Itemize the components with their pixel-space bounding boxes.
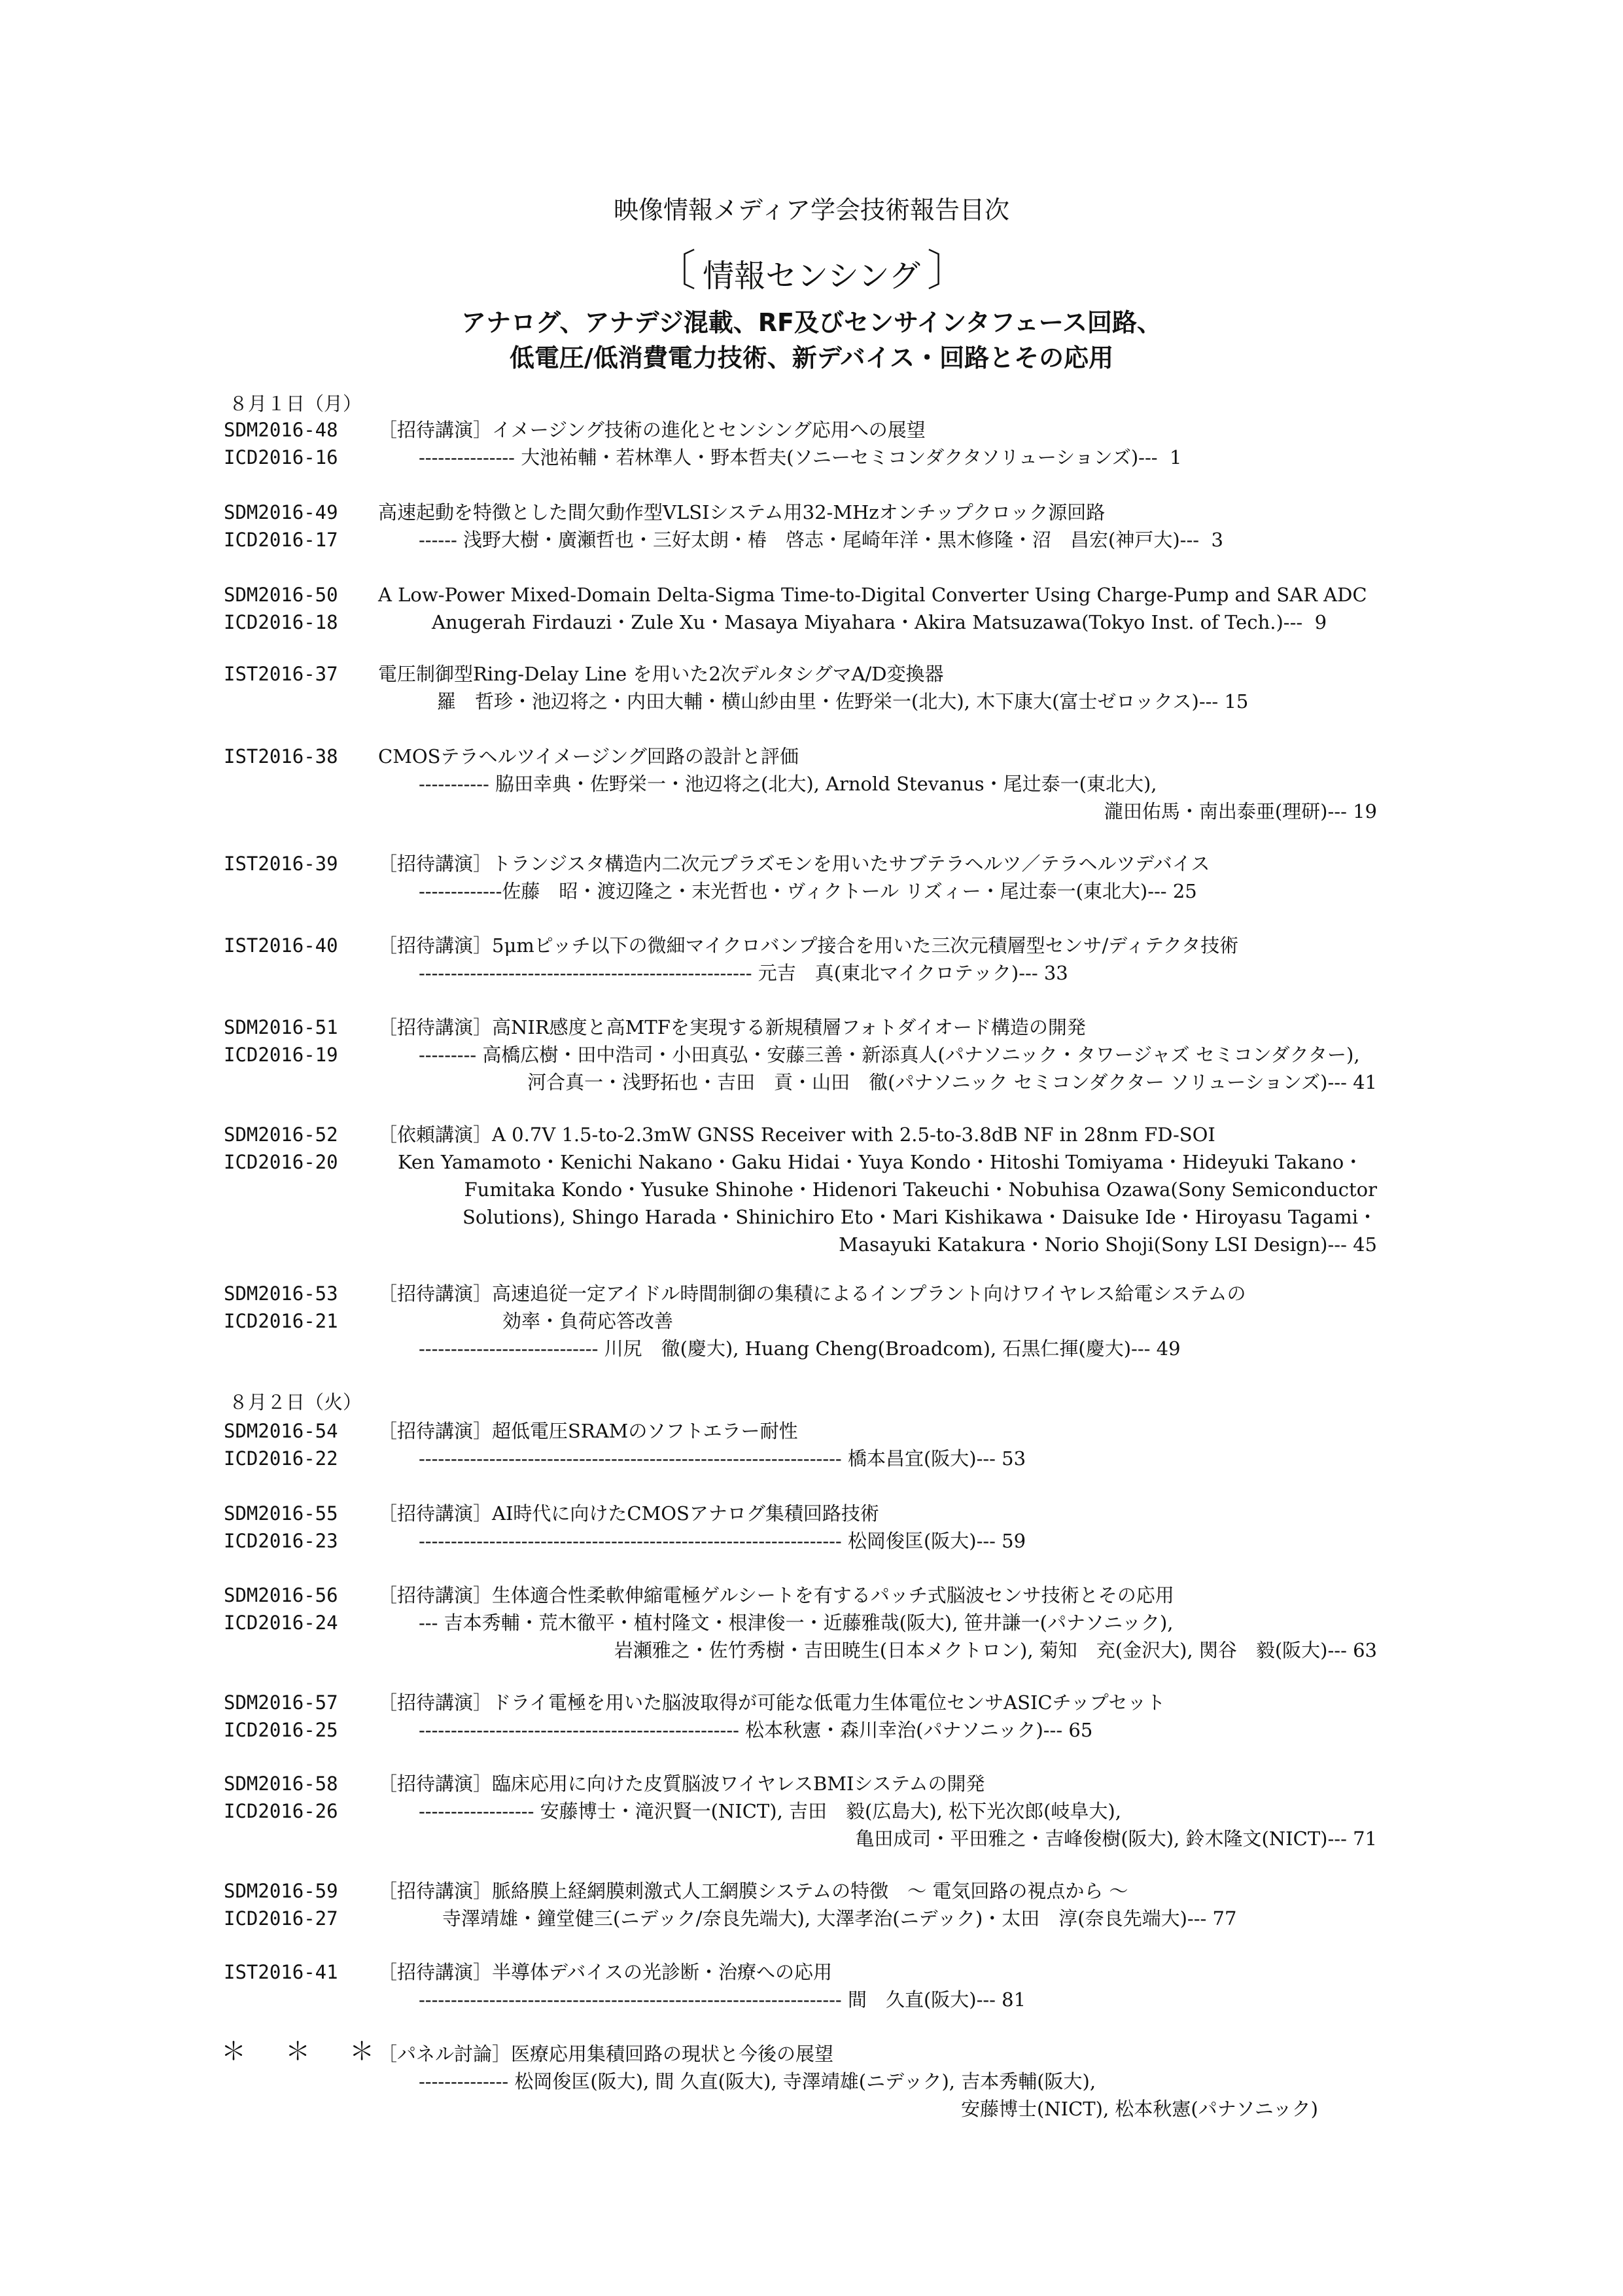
paper-title: A Low-Power Mixed-Domain Delta-Sigma Time-to-Digital Converter Using Charge-Pump and SAR ADC <box>378 584 1367 606</box>
author-line: --------------- 大池祐輔・若林準人・野本哲夫(ソニーセミコンダクタソリューションズ)--- 1 <box>419 446 1182 468</box>
author-line: -------------- 松岡俊匡(阪大), 間 久直(阪大), 寺澤靖雄(ニデック), 吉本秀輔(阪大), <box>419 2070 1096 2093</box>
paper-title: ［招待講演］脈絡膜上経網膜刺激式人工網膜システムの特徴 ～ 電気回路の視点から ～ <box>378 1880 1128 1902</box>
paper-title: ［招待講演］半導体デバイスの光診断・治療への応用 <box>378 1961 832 1983</box>
report-code: IST2016-39 <box>224 853 338 875</box>
author-line: --------- 高橋広樹・田中浩司・小田真弘・安藤三善・新添真人(パナソニック・タワージャズ セミコンダクター), <box>419 1044 1360 1066</box>
day-heading: ８月２日（火） <box>229 1391 362 1413</box>
report-code-secondary: ICD2016-17 <box>224 529 338 551</box>
day-heading: ８月１日（月） <box>229 393 362 415</box>
report-code: SDM2016-57 <box>224 1691 338 1714</box>
author-line: ----------- 脇田幸典・佐野栄一・池辺将之(北大), Arnold Stevanus・尾辻泰一(東北大), <box>419 773 1157 795</box>
report-code-secondary: ICD2016-23 <box>224 1530 338 1552</box>
paper-title: ［招待講演］高速追従一定アイドル時間制御の集積によるインプラント向けワイヤレス給電システムの <box>378 1282 1246 1305</box>
paper-title: 電圧制御型Ring-Delay Line を用いた2次デルタシグマA/D変換器 <box>378 663 944 685</box>
paper-title: ［招待講演］5μmピッチ以下の微細マイクロバンプ接合を用いた三次元積層型センサ/ディテクタ技術 <box>378 934 1239 957</box>
report-code: IST2016-41 <box>224 1961 338 1983</box>
author-line: ------------------------------------------------------------------ 橋本昌宜(阪大)--- 53 <box>419 1447 1026 1470</box>
report-code: SDM2016-56 <box>224 1584 338 1606</box>
right-bracket: 〕 <box>926 245 970 296</box>
report-code-secondary: ICD2016-16 <box>224 446 338 468</box>
paper-title: ［招待講演］イメージング技術の進化とセンシング応用への展望 <box>378 419 926 441</box>
report-code: SDM2016-50 <box>224 584 338 606</box>
paper-title: ［招待講演］トランジスタ構造内二次元プラズモンを用いたサブテラヘルツ／テラヘルツデバイス <box>378 853 1210 875</box>
topic-line-2: 低電圧/低消費電力技術、新デバイス・回路とその応用 <box>509 344 1114 372</box>
report-code: SDM2016-55 <box>224 1502 338 1525</box>
report-subtitle: 情報センシング <box>703 258 920 294</box>
report-code-secondary: ICD2016-21 <box>224 1310 338 1332</box>
report-code-secondary: ICD2016-19 <box>224 1044 338 1066</box>
report-code: SDM2016-52 <box>224 1123 338 1146</box>
report-code-secondary: ICD2016-24 <box>224 1612 338 1634</box>
report-code: IST2016-38 <box>224 745 338 768</box>
report-code-secondary: ICD2016-26 <box>224 1800 338 1822</box>
author-line: Anugerah Firdauzi・Zule Xu・Masaya Miyahara・Akira Matsuzawa(Tokyo Inst. of Tech.)--- 9 <box>432 611 1327 633</box>
paper-title: CMOSテラヘルツイメージング回路の設計と評価 <box>378 745 799 768</box>
report-code-secondary: ICD2016-18 <box>224 611 338 633</box>
paper-title: ［招待講演］高NIR感度と高MTFを実現する新規積層フォトダイオード構造の開発 <box>378 1016 1086 1038</box>
author-line: 安藤博士(NICT), 松本秋憲(パナソニック) <box>960 2098 1318 2120</box>
paper-title: ［依頼講演］A 0.7V 1.5-to-2.3mW GNSS Receiver with 2.5-to-3.8dB NF in 28nm FD-SOI <box>378 1123 1215 1146</box>
report-code: ＊ ＊ ＊ <box>221 2037 391 2066</box>
author-line: 岩瀬雅之・佐竹秀樹・吉田暁生(日本メクトロン), 菊知 充(金沢大), 関谷 毅(阪大)--- 63 <box>614 1639 1377 1661</box>
report-code: SDM2016-54 <box>224 1420 338 1442</box>
paper-title: ［招待講演］生体適合性柔軟伸縮電極ゲルシートを有するパッチ式脳波センサ技術とその応用 <box>378 1584 1174 1606</box>
author-line: 河合真一・浅野拓也・吉田 貢・山田 徹(パナソニック セミコンダクター ソリューションズ)--- 41 <box>527 1071 1377 1093</box>
author-line: ------ 浅野大樹・廣瀬哲也・三好太朗・椿 啓志・尾崎年洋・黒木修隆・沼 昌宏(神戸大)--- 3 <box>419 529 1223 551</box>
author-line: Solutions), Shingo Harada・Shinichiro Eto・Mari Kishikawa・Daisuke Ide・Hiroyasu Tagami・ <box>462 1206 1377 1228</box>
author-line: 寺澤靖雄・鐘堂健三(ニデック/奈良先端大), 大澤孝治(ニデック)・太田 淳(奈良先端大)--- 77 <box>442 1907 1237 1930</box>
report-code-secondary: ICD2016-25 <box>224 1719 338 1741</box>
author-line: Masayuki Katakura・Norio Shoji(Sony LSI Design)--- 45 <box>839 1233 1377 1256</box>
topic-line-1: アナログ、アナデジ混載、RF及びセンサインタフェース回路、 <box>461 308 1162 337</box>
report-title: 映像情報メディア学会技術報告目次 <box>614 196 1009 224</box>
author-line: ------------------------------------------------------------------ 松岡俊匡(阪大)--- 59 <box>419 1530 1026 1552</box>
paper-title: ［招待講演］ドライ電極を用いた脳波取得が可能な低電力生体電位センサASICチップセット <box>378 1691 1166 1714</box>
author-line: Fumitaka Kondo・Yusuke Shinohe・Hidenori Takeuchi・Nobuhisa Ozawa(Sony Semiconductor <box>464 1178 1377 1201</box>
report-code: IST2016-37 <box>224 663 338 685</box>
paper-title-continued: 効率・負荷応答改善 <box>502 1310 674 1332</box>
author-line: -------------佐藤 昭・渡辺隆之・末光哲也・ヴィクトール リズィー・尾辻泰一(東北大)--- 25 <box>419 880 1197 902</box>
paper-title: ［パネル討論］医療応用集積回路の現状と今後の展望 <box>378 2043 834 2065</box>
report-code: SDM2016-53 <box>224 1282 338 1305</box>
author-line: ---------------------------- 川尻 徹(慶大), Huang Cheng(Broadcom), 石黒仁揮(慶大)--- 49 <box>419 1337 1181 1360</box>
report-code: SDM2016-58 <box>224 1773 338 1795</box>
report-code-secondary: ICD2016-20 <box>224 1151 338 1173</box>
author-line: --- 吉本秀輔・荒木徹平・植村隆文・根津俊一・近藤雅哉(阪大), 笹井謙一(パナソニック), <box>419 1612 1174 1634</box>
author-line: 羅 哲珍・池辺将之・内田大輔・横山紗由里・佐野栄一(北大), 木下康大(富士ゼロックス)--- 15 <box>437 690 1249 713</box>
paper-title: ［招待講演］超低電圧SRAMのソフトエラー耐性 <box>378 1420 798 1442</box>
author-line: Ken Yamamoto・Kenichi Nakano・Gaku Hidai・Yuya Kondo・Hitoshi Tomiyama・Hideyuki Takano・ <box>398 1151 1363 1173</box>
paper-title: ［招待講演］臨床応用に向けた皮質脳波ワイヤレスBMIシステムの開発 <box>378 1773 985 1795</box>
paper-title: 高速起動を特徴とした間欠動作型VLSIシステム用32-MHzオンチップクロック源回路 <box>378 501 1106 523</box>
report-code: IST2016-40 <box>224 934 338 957</box>
author-line: 瀧田佑馬・南出泰亜(理研)--- 19 <box>1104 800 1377 822</box>
author-line: 亀田成司・平田雅之・吉峰俊樹(阪大), 鈴木隆文(NICT)--- 71 <box>855 1828 1377 1850</box>
author-line: ---------------------------------------------------- 元吉 真(東北マイクロテック)--- 33 <box>419 962 1068 984</box>
author-line: ------------------------------------------------------------------ 間 久直(阪大)--- 81 <box>419 1988 1026 2011</box>
report-code: SDM2016-51 <box>224 1016 338 1038</box>
report-code: SDM2016-48 <box>224 419 338 441</box>
report-code-secondary: ICD2016-27 <box>224 1907 338 1930</box>
author-line: -------------------------------------------------- 松本秋憲・森川幸治(パナソニック)--- 65 <box>419 1719 1093 1741</box>
author-line: ------------------ 安藤博士・滝沢賢一(NICT), 吉田 毅(広島大), 松下光次郎(岐阜大), <box>419 1800 1121 1822</box>
report-code: SDM2016-59 <box>224 1880 338 1902</box>
report-code: SDM2016-49 <box>224 501 338 523</box>
left-bracket: 〔 <box>653 245 697 296</box>
paper-title: ［招待講演］AI時代に向けたCMOSアナログ集積回路技術 <box>378 1502 879 1525</box>
report-code-secondary: ICD2016-22 <box>224 1447 338 1470</box>
